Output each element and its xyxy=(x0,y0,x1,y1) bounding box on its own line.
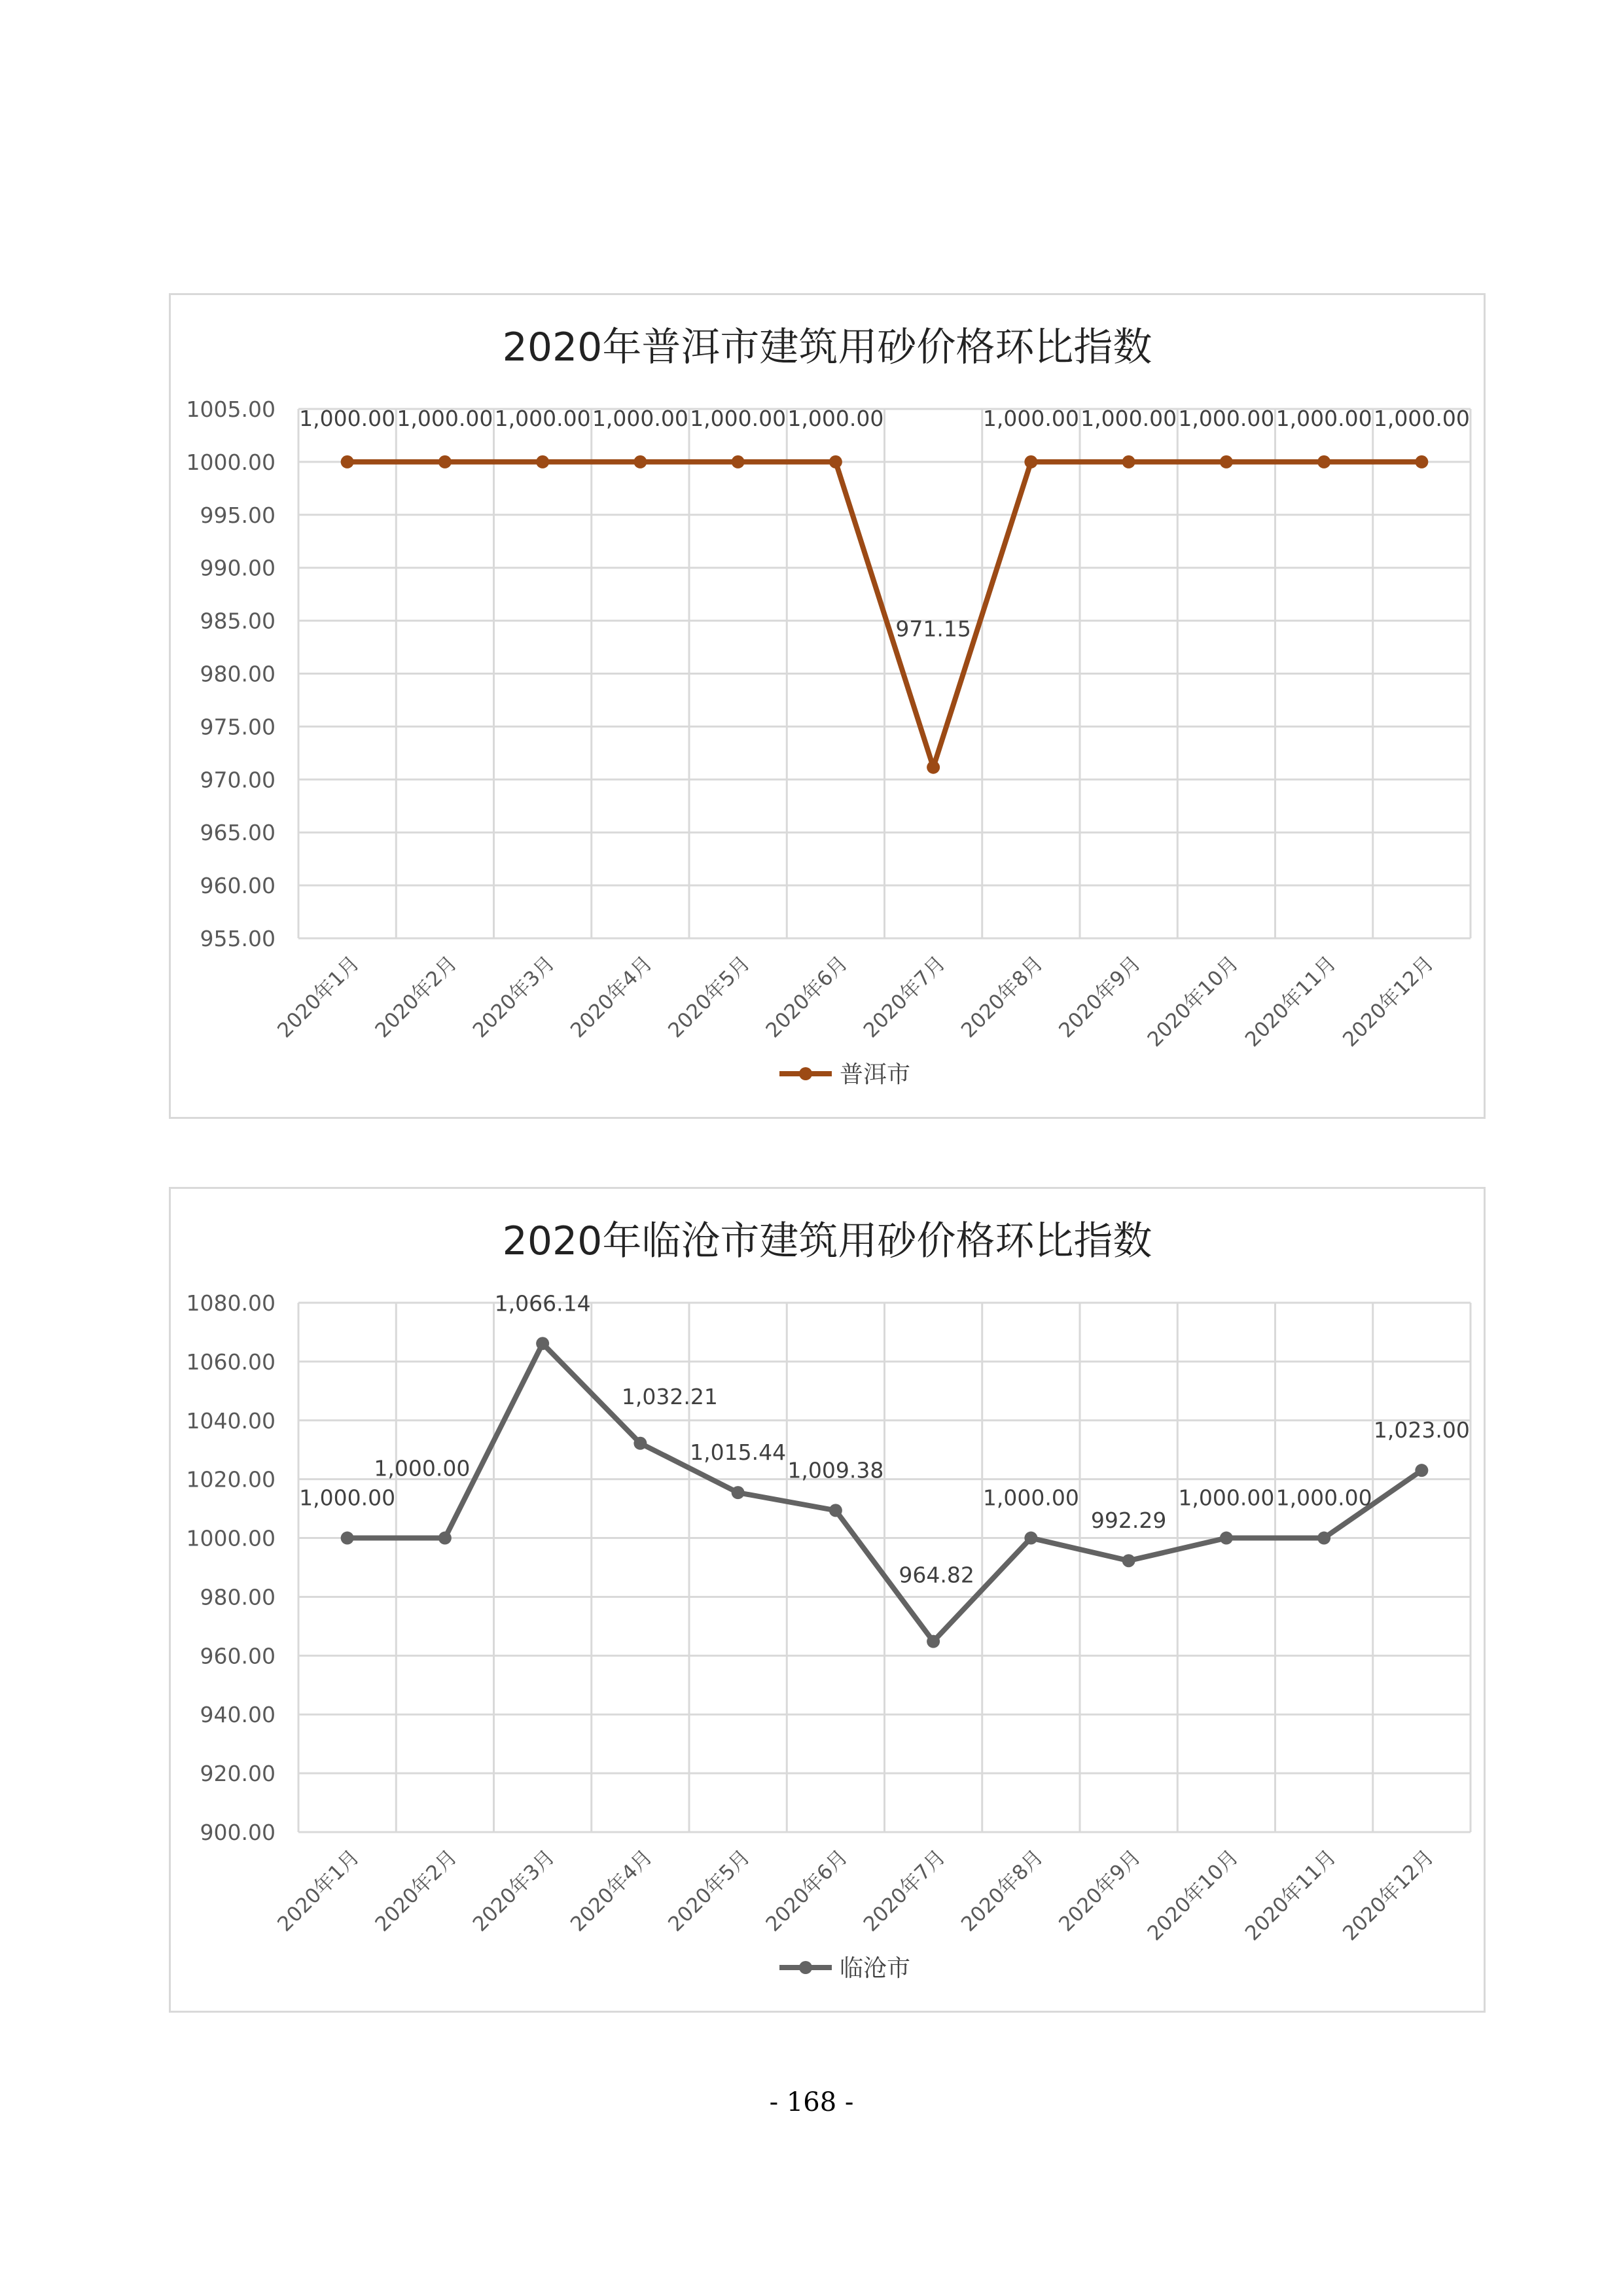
x-tick-label: 2020年1月 xyxy=(273,1845,365,1937)
chart-title: 2020年临沧市建筑用砂价格环比指数 xyxy=(502,1218,1152,1264)
data-label: 1,023.00 xyxy=(1373,1417,1470,1443)
data-point xyxy=(438,455,452,468)
x-tick-label: 2020年10月 xyxy=(1143,951,1243,1052)
x-tick-label: 2020年8月 xyxy=(956,1845,1048,1937)
data-point xyxy=(536,1337,549,1350)
y-tick-label: 975.00 xyxy=(200,714,276,740)
y-tick-label: 1000.00 xyxy=(186,1525,276,1551)
data-label: 1,000.00 xyxy=(299,405,396,431)
x-tick-label: 2020年4月 xyxy=(565,1845,658,1937)
x-tick-label: 2020年3月 xyxy=(468,1845,560,1937)
data-point xyxy=(1220,455,1233,468)
data-label: 1,000.00 xyxy=(494,405,591,431)
data-label: 1,000.00 xyxy=(1080,405,1177,431)
data-point xyxy=(732,1486,745,1499)
x-tick-label: 2020年9月 xyxy=(1054,1845,1146,1937)
data-point xyxy=(1220,1532,1233,1545)
x-tick-label: 2020年5月 xyxy=(664,951,755,1043)
legend-label: 临沧市 xyxy=(840,1955,911,1982)
x-tick-label: 2020年9月 xyxy=(1054,951,1146,1043)
data-label: 1,000.00 xyxy=(690,405,787,431)
data-point xyxy=(536,455,549,468)
data-point xyxy=(341,455,354,468)
legend-marker xyxy=(799,1961,812,1974)
y-tick-label: 960.00 xyxy=(200,873,276,899)
data-point xyxy=(1317,455,1330,468)
chart-puer-svg xyxy=(171,295,1484,1117)
data-label: 1,000.00 xyxy=(982,405,1079,431)
y-tick-label: 955.00 xyxy=(200,926,276,951)
chart-title: 2020年普洱市建筑用砂价格环比指数 xyxy=(502,325,1152,370)
x-tick-label: 2020年2月 xyxy=(370,1845,462,1937)
y-tick-label: 960.00 xyxy=(200,1643,276,1669)
data-label: 1,000.00 xyxy=(982,1485,1079,1511)
x-tick-label: 2020年5月 xyxy=(664,1845,755,1937)
x-tick-label: 2020年6月 xyxy=(761,951,853,1043)
x-tick-label: 2020年6月 xyxy=(761,1845,853,1937)
data-point xyxy=(1317,1532,1330,1545)
x-tick-label: 2020年10月 xyxy=(1143,1845,1243,1946)
y-tick-label: 1020.00 xyxy=(186,1466,276,1492)
chart-lincang xyxy=(169,1187,1486,2013)
y-tick-label: 985.00 xyxy=(200,608,276,634)
x-tick-label: 2020年7月 xyxy=(859,951,950,1043)
data-label: 992.29 xyxy=(1090,1508,1167,1534)
legend-marker xyxy=(799,1067,812,1080)
data-point xyxy=(1415,1464,1428,1477)
data-label: 1,015.44 xyxy=(690,1439,787,1466)
y-tick-label: 940.00 xyxy=(200,1702,276,1728)
data-point xyxy=(1024,455,1037,468)
data-label: 1,000.00 xyxy=(1178,1485,1275,1511)
y-tick-label: 965.00 xyxy=(200,820,276,846)
x-tick-label: 2020年11月 xyxy=(1240,951,1341,1052)
chart-lincang-svg xyxy=(171,1189,1484,2011)
x-tick-label: 2020年2月 xyxy=(370,951,462,1043)
y-tick-label: 900.00 xyxy=(200,1820,276,1845)
x-tick-label: 2020年12月 xyxy=(1338,1845,1439,1946)
data-point xyxy=(1122,455,1135,468)
data-label: 1,000.00 xyxy=(1178,405,1275,431)
data-point xyxy=(829,455,842,468)
x-tick-label: 2020年1月 xyxy=(273,951,365,1043)
data-point xyxy=(1415,455,1428,468)
data-point xyxy=(927,1635,940,1648)
y-tick-label: 970.00 xyxy=(200,767,276,793)
x-tick-label: 2020年4月 xyxy=(565,951,658,1043)
y-tick-label: 995.00 xyxy=(200,502,276,528)
data-label: 1,000.00 xyxy=(787,405,884,431)
data-point xyxy=(927,761,940,774)
x-tick-label: 2020年12月 xyxy=(1338,951,1439,1052)
data-point xyxy=(633,455,647,468)
data-point xyxy=(438,1532,452,1545)
x-tick-label: 2020年11月 xyxy=(1240,1845,1341,1946)
y-tick-label: 980.00 xyxy=(200,1584,276,1610)
data-point xyxy=(1024,1532,1037,1545)
page-number: - 168 - xyxy=(769,2087,854,2117)
x-tick-label: 2020年3月 xyxy=(468,951,560,1043)
y-tick-label: 1060.00 xyxy=(186,1349,276,1375)
data-point xyxy=(633,1437,647,1450)
x-tick-label: 2020年7月 xyxy=(859,1845,950,1937)
data-label: 971.15 xyxy=(895,616,971,642)
x-tick-label: 2020年8月 xyxy=(956,951,1048,1043)
y-tick-label: 920.00 xyxy=(200,1761,276,1787)
y-tick-label: 1040.00 xyxy=(186,1407,276,1434)
data-label: 1,000.00 xyxy=(397,405,493,431)
legend-label: 普洱市 xyxy=(840,1061,911,1088)
data-point xyxy=(732,455,745,468)
data-label: 1,000.00 xyxy=(592,405,688,431)
data-label: 1,032.21 xyxy=(621,1383,718,1409)
y-tick-label: 980.00 xyxy=(200,661,276,687)
data-point xyxy=(1122,1554,1135,1567)
chart-puer xyxy=(169,293,1486,1119)
y-tick-label: 990.00 xyxy=(200,555,276,581)
data-label: 1,000.00 xyxy=(1275,405,1372,431)
y-tick-label: 1000.00 xyxy=(186,449,276,475)
data-label: 1,000.00 xyxy=(1373,405,1470,431)
data-label: 1,000.00 xyxy=(374,1455,471,1481)
data-label: 964.82 xyxy=(899,1562,974,1588)
y-tick-label: 1080.00 xyxy=(186,1290,276,1316)
data-point xyxy=(829,1504,842,1517)
data-label: 1,009.38 xyxy=(787,1457,884,1483)
data-label: 1,000.00 xyxy=(299,1485,396,1511)
data-label: 1,066.14 xyxy=(494,1290,591,1316)
y-tick-label: 1005.00 xyxy=(186,397,276,422)
data-point xyxy=(341,1532,354,1545)
data-label: 1,000.00 xyxy=(1275,1485,1372,1511)
